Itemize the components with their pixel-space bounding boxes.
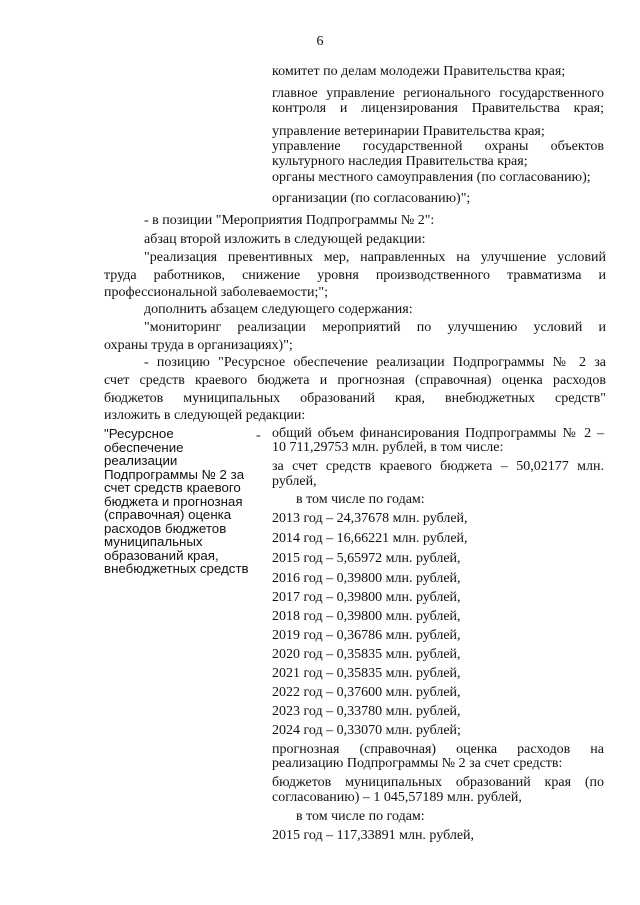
table-mun-line: согласованию) – 1 045,57189 млн. рублей, xyxy=(272,790,522,805)
table-total-line: общий объем финансирования Подпрограммы № 2 – xyxy=(272,426,604,441)
paragraph-line: профессиональной заболеваемости;"; xyxy=(104,285,328,300)
list-item: комитет по делам молодежи Правительства края; xyxy=(272,64,566,79)
year-row: 2015 год – 5,65972 млн. рублей, xyxy=(272,551,461,566)
year-row: 2015 год – 117,33891 млн. рублей, xyxy=(272,828,475,843)
paragraph-line: труда работников, снижение уровня производственного травматизма и xyxy=(104,268,606,283)
list-item: организации (по согласованию)"; xyxy=(272,191,471,206)
year-row: 2023 год – 0,33780 млн. рублей, xyxy=(272,704,461,719)
year-row: 2024 год – 0,33070 млн. рублей; xyxy=(272,723,461,738)
table-total-line: 10 711,29753 млн. рублей, в том числе: xyxy=(272,440,504,455)
table-kraevoy-line: за счет средств краевого бюджета – 50,02177 млн. xyxy=(272,459,604,474)
year-row: 2021 год – 0,35835 млн. рублей, xyxy=(272,666,461,681)
list-item: главное управление регионального государственного контроля и лицензирования Правительства края; xyxy=(272,86,604,116)
paragraph-line: - позицию "Ресурсное обеспечение реализации Подпрограммы № 2 за xyxy=(144,355,606,370)
paragraph-line: изложить в следующей редакции: xyxy=(104,408,306,423)
list-item: органы местного самоуправления (по согласованию); xyxy=(272,170,591,185)
table-left-cell: "Ресурсное обеспечение реализации Подпрограммы № 2 за счет средств краевого бюджета и прогнозная (справочная) оценка расходов бюджетов муниципальных образований края, внебюджетных средств xyxy=(104,426,249,576)
table-by-years: в том числе по годам: xyxy=(296,492,425,507)
list-item: управление государственной охраны объектов культурного наследия Правительства края; xyxy=(272,139,604,169)
paragraph: абзац второй изложить в следующей редакции: xyxy=(144,232,426,247)
paragraph-line: счет средств краевого бюджета и прогнозная (справочная) оценка расходов xyxy=(104,373,606,388)
table-by-years: в том числе по годам: xyxy=(296,809,425,824)
paragraph-line: "реализация превентивных мер, направленных на улучшение условий xyxy=(144,250,606,265)
paragraph-line: "мониторинг реализации мероприятий по улучшению условий и xyxy=(144,320,606,335)
year-row: 2017 год – 0,39800 млн. рублей, xyxy=(272,590,461,605)
table-dash: - xyxy=(256,428,261,443)
table-mun-line: бюджетов муниципальных образований края (по xyxy=(272,775,604,790)
paragraph-line: охраны труда в организациях)"; xyxy=(104,338,293,353)
table-prognoz-line: прогнозная (справочная) оценка расходов на xyxy=(272,742,604,757)
year-row: 2018 год – 0,39800 млн. рублей, xyxy=(272,609,461,624)
table-kraevoy-line: рублей, xyxy=(272,474,317,489)
list-item: управление ветеринарии Правительства края; xyxy=(272,124,545,139)
year-row: 2014 год – 16,66221 млн. рублей, xyxy=(272,531,468,546)
year-row: 2019 год – 0,36786 млн. рублей, xyxy=(272,628,461,643)
year-row: 2016 год – 0,39800 млн. рублей, xyxy=(272,571,461,586)
year-row: 2022 год – 0,37600 млн. рублей, xyxy=(272,685,461,700)
year-row: 2020 год – 0,35835 млн. рублей, xyxy=(272,647,461,662)
paragraph: - в позиции "Мероприятия Подпрограммы № 2": xyxy=(144,213,435,228)
paragraph-line: бюджетов муниципальных образований края, внебюджетных средств" xyxy=(104,391,606,406)
table-prognoz-line: реализацию Подпрограммы № 2 за счет средств: xyxy=(272,756,563,771)
page-number: 6 xyxy=(316,34,324,49)
paragraph: дополнить абзацем следующего содержания: xyxy=(144,302,413,317)
year-row: 2013 год – 24,37678 млн. рублей, xyxy=(272,511,468,526)
